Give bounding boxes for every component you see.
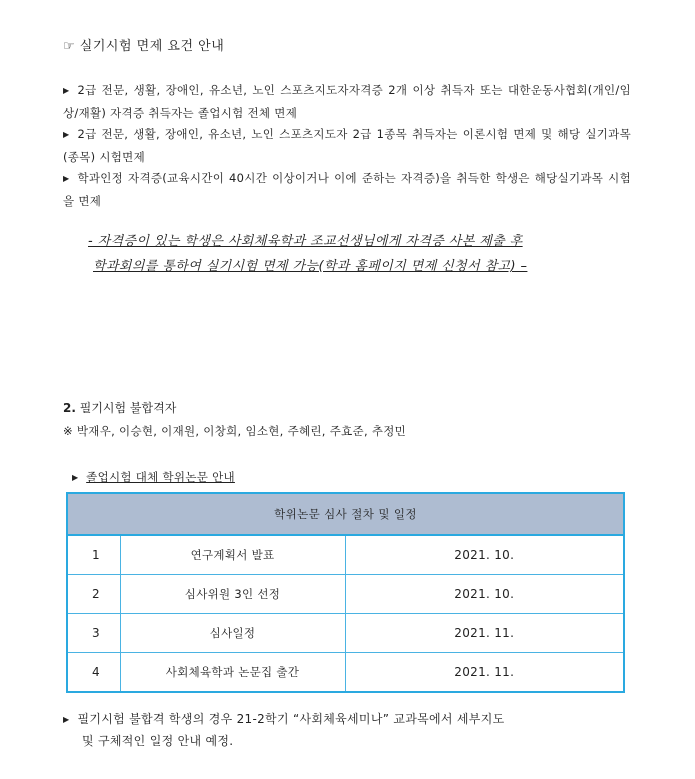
written-fail-heading bbox=[63, 399, 176, 416]
footer-note: ▶ 필기시험 불합격 학생의 경우 21-2학기 “사회체육세미나” 교과목에서 세부지도 bbox=[63, 708, 631, 731]
triangle-right-icon: ▶ bbox=[63, 130, 70, 139]
row-date: 2021. 10. bbox=[345, 535, 624, 575]
thesis-schedule-table bbox=[66, 492, 625, 693]
exemption-item-3: ▶ 학과인정 자격증(교육시간이 40시간 이상이거나 이에 준하는 자격증)을 취득한 학생은 해당실기과목 시험을 면제 bbox=[63, 167, 631, 212]
exemption-item-2: ▶ 2급 전문, 생활, 장애인, 유소년, 노인 스포츠지도자 2급 1종목 취득자는 이론시험 면제 및 해당 실기과목(종목) 시험면제 bbox=[63, 123, 631, 168]
footer-note-line-2: 및 구체적인 일정 안내 예정. bbox=[82, 734, 234, 748]
row-step: 연구계획서 발표 bbox=[120, 535, 345, 575]
table-row bbox=[67, 575, 624, 614]
failed-students-list: ※ 박재우, 이승현, 이재원, 이창희, 임소현, 주혜린, 주효준, 추정민 bbox=[63, 424, 407, 438]
exemption-title: ☞ 실기시험 면제 요건 안내 bbox=[63, 39, 225, 54]
row-date: 2021. 11. bbox=[345, 614, 624, 653]
row-step: 심사위원 3인 선정 bbox=[120, 575, 345, 614]
table-header: 학위논문 심사 절차 및 일정 bbox=[67, 493, 624, 535]
row-number: 2 bbox=[67, 575, 120, 614]
exemption-notice-line-1: - 자격증이 있는 학생은 사회체육학과 조교선생님에게 자격증 사본 제출 후 bbox=[88, 234, 523, 249]
row-step: 심사일정 bbox=[120, 614, 345, 653]
exemption-item-1: ▶ 2급 전문, 생활, 장애인, 유소년, 노인 스포츠지도자자격증 2개 이상 취득자 또는 대한운동사협회(개인/임상/재활) 자격증 취득자는 졸업시험 전체 면제 bbox=[63, 79, 631, 124]
table-row bbox=[67, 653, 624, 693]
triangle-right-icon: ▶ bbox=[63, 86, 70, 95]
exemption-notice-line-2: 학과회의를 통하여 실기시험 면제 가능(학과 홈페이지 면제 신청서 참고) – bbox=[93, 259, 528, 274]
thesis-guide-link[interactable] bbox=[72, 466, 235, 485]
row-step: 사회체육학과 논문집 출간 bbox=[120, 653, 345, 693]
row-date: 2021. 11. bbox=[345, 653, 624, 693]
triangle-right-icon: ▶ bbox=[72, 473, 79, 482]
row-date: 2021. 10. bbox=[345, 575, 624, 614]
triangle-right-icon: ▶ bbox=[63, 715, 70, 724]
thesis-guide-label: 졸업시험 대체 학위논문 안내 bbox=[86, 470, 235, 484]
table-row bbox=[67, 614, 624, 653]
row-number: 3 bbox=[67, 614, 120, 653]
triangle-right-icon: ▶ bbox=[63, 174, 70, 183]
section-title: 필기시험 불합격자 bbox=[79, 401, 177, 415]
row-number: 4 bbox=[67, 653, 120, 693]
row-number: 1 bbox=[67, 535, 120, 575]
section-number: 2. bbox=[63, 401, 76, 415]
table-row bbox=[67, 535, 624, 575]
